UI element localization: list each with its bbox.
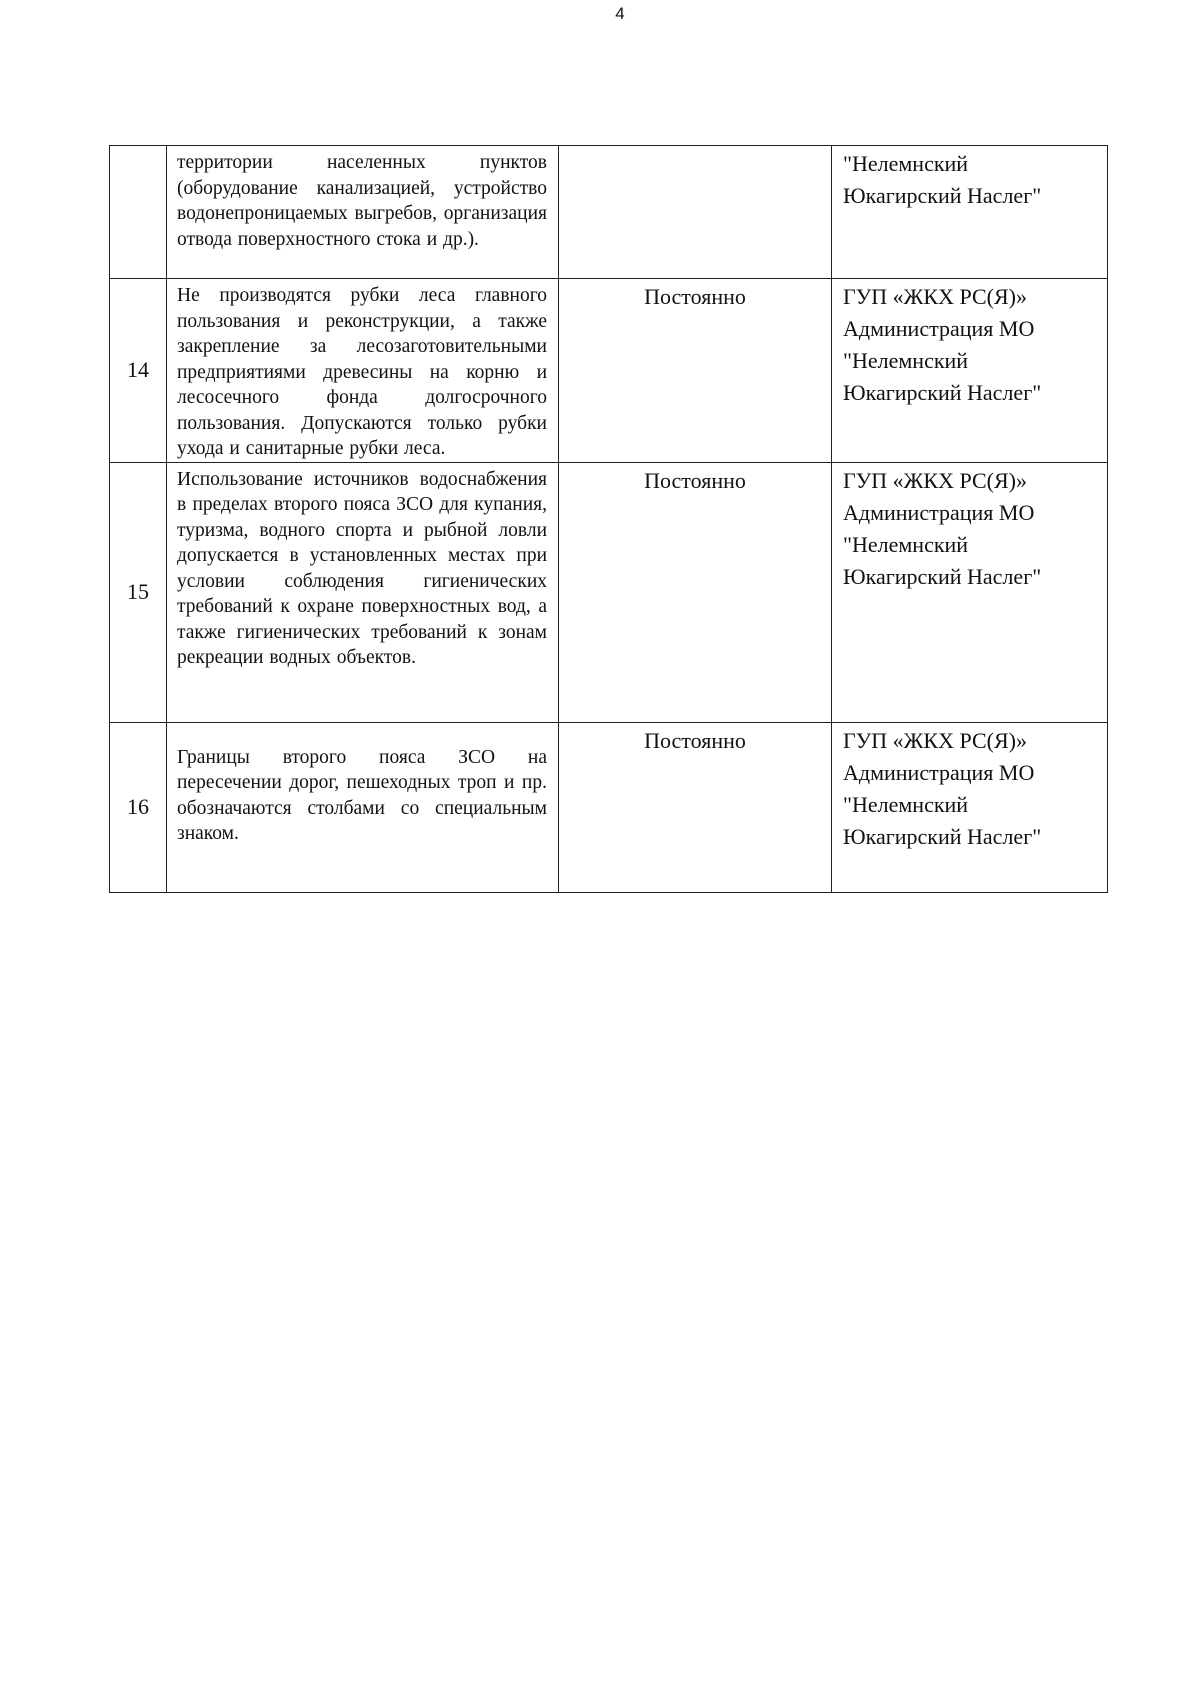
measures-table xyxy=(109,145,1108,893)
table-row xyxy=(110,146,1108,279)
responsible-line: Администрация МО xyxy=(843,759,1035,785)
responsible-line: "Нелемнский xyxy=(843,348,969,373)
responsible-line: Администрация МО xyxy=(843,316,1035,341)
table-row xyxy=(110,462,1108,722)
row-number: 16 xyxy=(110,722,167,892)
responsible-line: ГУП «ЖКХ РС(Я)» xyxy=(843,727,1027,753)
measure-term: Постоянно xyxy=(559,279,832,463)
responsible-party xyxy=(832,146,1108,279)
responsible-line: Юкагирский Наслег" xyxy=(843,563,1042,589)
page-number: 4 xyxy=(615,4,625,23)
responsible-line: "Нелемнский xyxy=(843,791,969,817)
measure-description: Использование источников водоснабжения в пределах второго пояса ЗСО для купания, туризма, водного спорта и рыбной ловли допускается в установленных местах при условии соблюдения гигиенических требований к охране поверхностных вод, а также гигиенических требований к зонам рекреации водных объектов. xyxy=(167,462,559,722)
row-number xyxy=(110,146,167,279)
measure-description: территории населенных пунктов (оборудование канализацией, устройство водонепроницаемых выгребов, организация отвода поверхностного стока и др.). xyxy=(167,146,559,279)
responsible-line: Администрация МО xyxy=(843,499,1035,525)
responsible-party xyxy=(832,279,1108,463)
row-number: 15 xyxy=(110,462,167,722)
measure-term: Постоянно xyxy=(559,722,832,892)
measure-term xyxy=(559,146,832,279)
measure-description: Не производятся рубки леса главного пользования и реконструкции, а также закрепление за лесозаготовительными предприятиями древесины на корню и лесосечного фонда долгосрочного пользования. Допускаются только рубки ухода и санитарные рубки леса. xyxy=(167,279,559,463)
responsible-line: "Нелемнский xyxy=(843,531,969,557)
responsible-line: Юкагирский Наслег" xyxy=(843,823,1042,849)
responsible-line: ГУП «ЖКХ РС(Я)» xyxy=(843,467,1027,493)
responsible-party xyxy=(832,722,1108,892)
responsible-line: "Нелемнский xyxy=(843,151,969,176)
row-number: 14 xyxy=(110,279,167,463)
responsible-party xyxy=(832,462,1108,722)
measure-term: Постоянно xyxy=(559,462,832,722)
responsible-line: ГУП «ЖКХ РС(Я)» xyxy=(843,284,1027,309)
table-row xyxy=(110,279,1108,463)
responsible-line: Юкагирский Наслег" xyxy=(843,380,1042,405)
responsible-line: Юкагирский Наслег" xyxy=(843,183,1042,208)
measure-description: Границы второго пояса ЗСО на пересечении дорог, пешеходных троп и пр. обозначаются столбами со специальным знаком. xyxy=(167,722,559,892)
table-row xyxy=(110,722,1108,892)
